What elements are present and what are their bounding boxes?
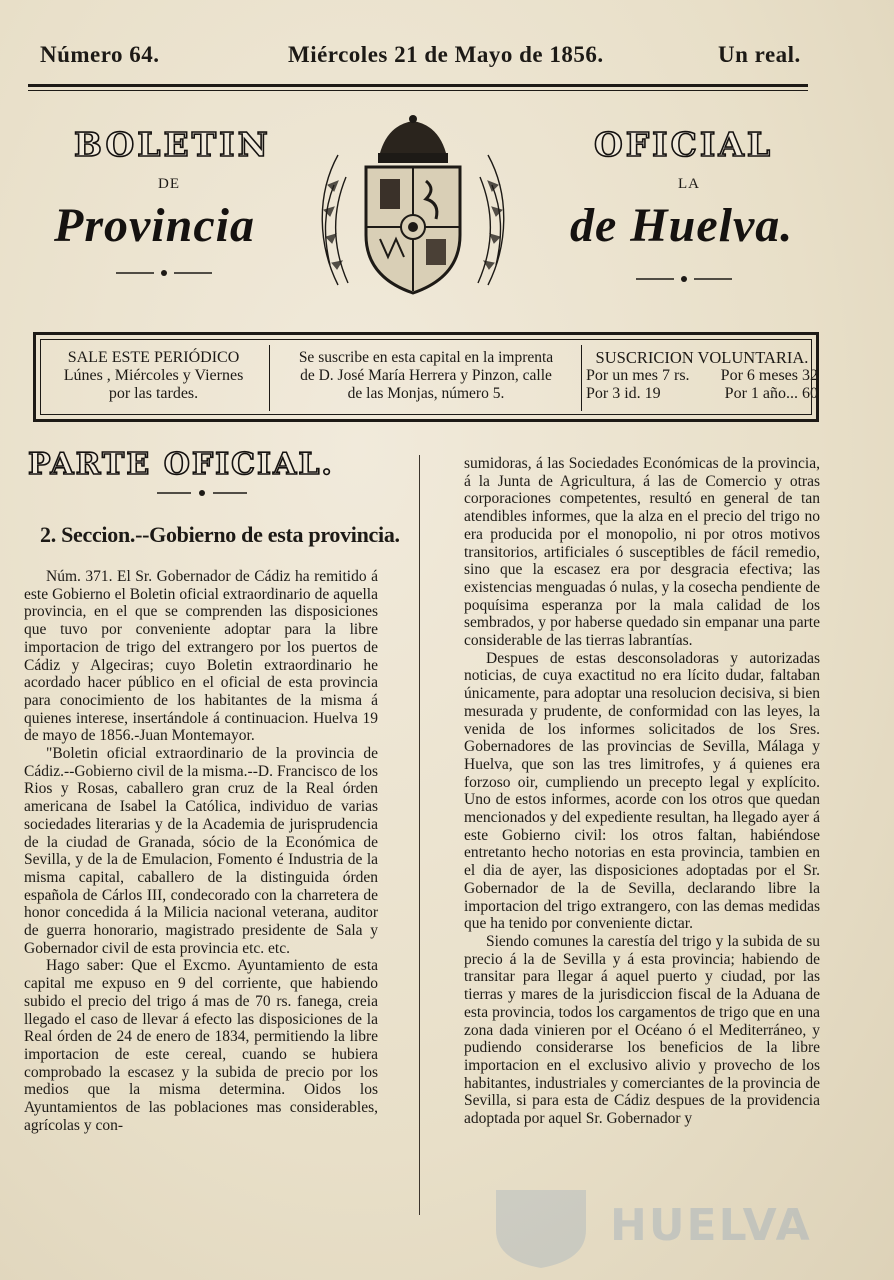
address-line-2: de D. José María Herrera y Pinzon, calle [300, 367, 552, 384]
publication-days-time: por las tardes. [108, 385, 199, 402]
prices-title: SUSCRICION VOLUNTARIA. [595, 348, 809, 367]
masthead-ornament-right [636, 275, 732, 283]
title-provincia: Provincia [54, 199, 255, 252]
title-la: LA [678, 176, 700, 192]
issue-price: Un real. [718, 42, 801, 67]
section-ornament [157, 489, 247, 497]
section-heading: PARTE OFICIAL. [28, 447, 334, 482]
library-seal-icon [486, 1180, 596, 1270]
address-line-3: de las Monjas, número 5. [347, 385, 505, 402]
address-line-1: Se suscribe en esta capital en la imprenta [298, 349, 554, 366]
info-divider-2 [581, 345, 582, 411]
article-paragraph: Hago saber: Que el Excmo. Ayuntamiento de esta capital me expuso en 9 del corriente, que habiendo subido el precio del trigo á mas de 70 rs. fanega, creia llegado el caso de llevar á efecto las disposiciones de la Real órden de 24 de enero de 1834, permitiendo la libre importacion de este cereal, cuando se hubiera comprobado la escasez y la subida de precio por los medios que la misma determina. Oidos los Ayuntamientos de las poblaciones mas considerables, agrícolas y con- [24, 957, 378, 1134]
right-column [464, 455, 820, 1128]
article-paragraph: "Boletin oficial extraordinario de la provincia de Cádiz.--Gobierno civil de la misma.--D. Francisco de los Rios y Rosas, caballero gran cruz de la Real órden americana de Isabel la Católica, individuo de varias sociedades literarias y de la Academia de jurisprudencia de la ciudad de Granada, sócio de la Económica de Sevilla, y de la de Emulacion, Fomento é Industria de la misma capital, caballero de la distinguida órden española de Cárlos III, condecorado con la charretera de honor concedida á la Milicia nacional veterana, auditor de guerra honorario, magistrado presidente de Sala y Gobernador civil de esta provincia etc. etc. [24, 745, 378, 957]
article-paragraph: sumidoras, á las Sociedades Económicas de la provincia, á la Junta de Agricultura, á las de Comercio y otras corporaciones competentes, resultó en general de tan atendibles informes, que la alza en el precio del trigo no era producida por el monopolio, ni por otros motivos transitorios, artificiales ó susceptibles de fácil remedio, sino que la escasez era por desgracia efectiva; las existencias menguadas ó nulas, y la cosecha pendiente de poquísima esperanza por la mala calidad de los sembrados, y por haberse quedado sin empanar una parte considerable de las tierras labrantías. [464, 455, 820, 650]
title-oficial: OFICIAL [594, 125, 774, 164]
issue-header [40, 42, 801, 76]
issue-date: Miércoles 21 de Mayo de 1856. [288, 42, 604, 67]
publication-days-line: Lúnes , Miércoles y Viernes [63, 367, 244, 384]
price-three-months: Por 3 id. 19 [586, 385, 661, 402]
publication-days-title: SALE ESTE PERIÓDICO [67, 349, 240, 366]
price-one-year: Por 1 año... 60 [724, 385, 818, 402]
library-watermark: HUELVA [610, 1200, 812, 1251]
title-de: DE [158, 176, 180, 192]
article-paragraph: Núm. 371. El Sr. Gobernador de Cádiz ha remitido á este Gobierno el Boletin oficial extraordinario de aquella provincia, en el que se comprenden las disposiciones que tuvo por conveniente adoptar para la libre importacion de trigo del extrangero por los puertos de Cádiz y Algeciras; cuyo Boletin extraordinario he acordado hacer público en el oficial de esta provincia para conocimiento de los habitantes de la misma á quienes interese, insertándole á continuacion. Huelva 19 de mayo de 1856.-Juan Montemayor. [24, 568, 378, 745]
article-paragraph: Siendo comunes la carestía del trigo y la subida de su precio á la de Sevilla y á esta provincia; habiendo de transitar para llegar á aquel puerto y ciudad, por las tierras y mares de la jurisdiccion fiscal de la Aduana de esta provincia, todos los cargamentos de trigo que en una zona dada vinieren por el Océano ó el Mediterráneo, y pudiendo considerarse los beneficios de la libre importacion en el exclusivo alivio y provecho de los habitantes, industriales y comerciantes de la provincia de Sevilla, si para esta de Cádiz despues de la providencia adoptada por aquel Sr. Gobernador y [464, 932, 820, 1128]
header-rule-thin [28, 90, 808, 91]
publication-days [46, 349, 261, 403]
article-paragraph: Despues de estas desconsoladoras y autorizadas noticias, de cuya exactitud no era lícito dudar, faltaban únicamente, para adoptar una resolucion decisiva, si bien mesurada y prudente, de conformidad con las leyes, la venida de los informes solicitados de los Sres. Gobernadores de las provincias de Sevilla, Málaga y Huelva, que son las tres limitrofes, y á quienes era forzoso oir, cumpliendo un precepto legal y explícito. Uno de estos informes, acorde con los otros que quedan mencionados y del expediente resultan, ha llegado ayer á este Gobierno civil: los otros faltan, habiéndose entretanto hecho notorias en esta provincia, tambien en el dia de ayer, las disposiciones adoptadas por el Sr. Gobernador de la de Sevilla, declarando libre la importacion del trigo extrangero, con las demas medidas que ha tenido por conveniente dictar. [464, 649, 820, 933]
price-six-months: Por 6 meses 32 [720, 367, 818, 384]
subscription-address [278, 349, 574, 403]
coat-of-arms-icon [308, 115, 518, 305]
subscription-prices [586, 349, 818, 403]
subscription-info-box [33, 332, 819, 422]
header-rule-thick [28, 84, 808, 87]
title-de-huelva: de Huelva. [570, 199, 794, 252]
title-boletin: BOLETIN [74, 125, 271, 164]
column-divider [419, 455, 420, 1215]
left-column [24, 568, 378, 1135]
price-one-month: Por un mes 7 rs. [586, 367, 690, 384]
issue-number: Número 64. [40, 42, 160, 67]
info-divider-1 [269, 345, 270, 411]
masthead-ornament-left [116, 269, 212, 277]
section-subheading: 2. Seccion.--Gobierno de esta provincia. [40, 522, 400, 547]
